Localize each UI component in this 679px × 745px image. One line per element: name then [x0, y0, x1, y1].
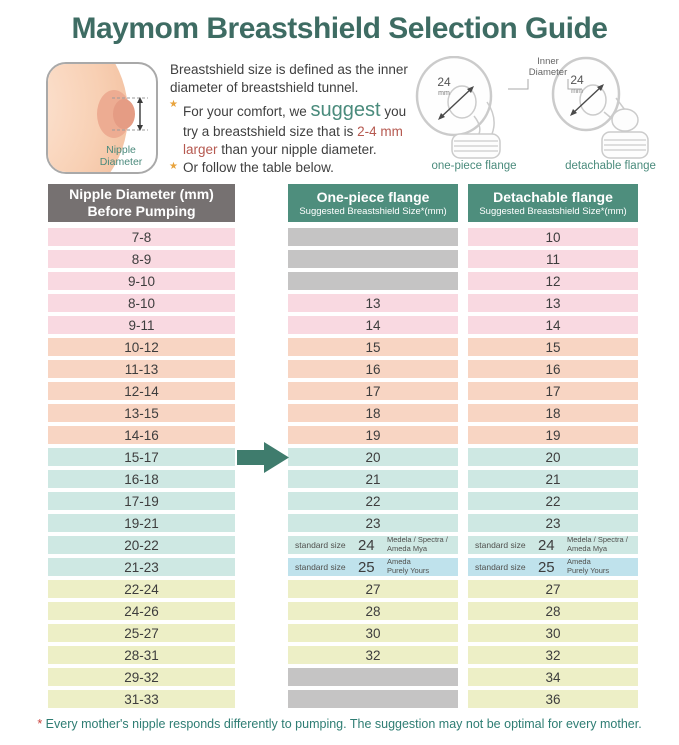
detachable-caption: detachable flange — [565, 160, 656, 172]
right-arrow-icon — [237, 441, 290, 474]
size-cell: 28 — [288, 602, 458, 620]
intro-bullet-1 — [170, 97, 416, 159]
nipple-diameter-label-1: Nipple — [106, 144, 136, 156]
size-cell: 13 — [288, 294, 458, 312]
standard-size-cell — [288, 536, 458, 554]
size-cell: 22 — [288, 492, 458, 510]
size-cell: 17 — [288, 382, 458, 400]
nipple-range-cell: 12-14 — [48, 382, 235, 400]
pump-brands-line1: Ameda — [387, 557, 411, 567]
pump-brands-note — [387, 558, 451, 575]
size-cell: 30 — [288, 624, 458, 642]
suggest-highlight: suggest — [310, 98, 381, 121]
size-cell: 14 — [288, 316, 458, 334]
size-cell: 15 — [468, 338, 638, 356]
footnote-asterisk: * — [37, 717, 43, 731]
nipple-range-cell: 28-31 — [48, 646, 235, 664]
size-range-accent: 2-4 mm larger — [183, 124, 403, 157]
standard-size-label: standard size — [475, 562, 526, 572]
nipple-range-cell: 20-22 — [48, 536, 235, 554]
size-cell: 22 — [468, 492, 638, 510]
flange-size-unit: mm — [571, 88, 583, 95]
breast-diagram-icon — [48, 64, 156, 172]
footnote — [0, 717, 679, 731]
size-cell: 28 — [468, 602, 638, 620]
nipple-range-cell: 14-16 — [48, 426, 235, 444]
standard-size-label: standard size — [295, 562, 346, 572]
size-cell: 21 — [468, 470, 638, 488]
size-cell: 17 — [468, 382, 638, 400]
nipple-range-cell: 16-18 — [48, 470, 235, 488]
nipple-range-cell: 31-33 — [48, 690, 235, 708]
nipple-range-cell: 13-15 — [48, 404, 235, 422]
inner-diameter-connectors — [508, 79, 588, 105]
pump-brands-line2: Purely Yours — [387, 566, 430, 575]
intro-bullet-2 — [170, 159, 416, 177]
size-cell: 23 — [288, 514, 458, 532]
nipple-range-cell: 8-10 — [48, 294, 235, 312]
header-detachable-title: Detachable flange — [493, 188, 613, 205]
size-value: 25 — [357, 558, 375, 576]
size-value: 25 — [537, 558, 555, 576]
size-cell: 20 — [288, 448, 458, 466]
header-detachable — [468, 184, 638, 222]
empty-cell — [288, 668, 458, 686]
pump-brands-line1: Ameda — [567, 557, 591, 567]
nipple-range-cell: 15-17 — [48, 448, 235, 466]
nipple-range-cell: 21-23 — [48, 558, 235, 576]
nipple-range-cell: 10-12 — [48, 338, 235, 356]
nipple-range-cell: 9-11 — [48, 316, 235, 334]
inner-diameter-label — [508, 56, 588, 105]
empty-cell — [288, 272, 458, 290]
size-cell: 11 — [468, 250, 638, 268]
nipple-range-cell: 24-26 — [48, 602, 235, 620]
standard-size-label: standard size — [475, 540, 526, 550]
size-cell: 27 — [468, 580, 638, 598]
nipple-range-cell: 22-24 — [48, 580, 235, 598]
pump-brands-line2: Ameda Mya — [387, 544, 428, 553]
header-nipple-line2: Before Pumping — [87, 203, 196, 219]
inner-label-line2: Diameter — [528, 67, 568, 79]
size-cell: 19 — [468, 426, 638, 444]
size-cell: 27 — [288, 580, 458, 598]
flange-size-value: 24 — [437, 75, 451, 89]
header-one-piece — [288, 184, 458, 222]
size-cell: 14 — [468, 316, 638, 334]
nipple-range-cell: 19-21 — [48, 514, 235, 532]
standard-size-cell — [468, 558, 638, 576]
one-piece-caption: one-piece flange — [431, 160, 517, 172]
bullet1-mid: you try a breastshield size that is — [183, 103, 407, 140]
star-bullet-icon: ★ — [169, 98, 178, 110]
size-cell: 23 — [468, 514, 638, 532]
flange-diagrams — [412, 56, 679, 178]
pump-brands-note — [567, 558, 631, 575]
size-cell: 19 — [288, 426, 458, 444]
column-one-piece — [288, 228, 458, 712]
nipple-range-cell: 11-13 — [48, 360, 235, 378]
pump-brands-line2: Purely Yours — [567, 566, 610, 575]
size-cell: 10 — [468, 228, 638, 246]
size-cell: 30 — [468, 624, 638, 642]
page-title: Maymom Breastshield Selection Guide — [71, 12, 608, 45]
pump-brands-note — [387, 536, 451, 553]
nipple-range-cell: 25-27 — [48, 624, 235, 642]
nipple-range-cell: 17-19 — [48, 492, 235, 510]
flange-size-unit: mm — [438, 90, 450, 97]
intro-text — [170, 61, 416, 176]
star-bullet-icon: ★ — [169, 160, 178, 172]
size-cell: 16 — [288, 360, 458, 378]
size-cell: 18 — [288, 404, 458, 422]
pump-brands-line1: Medela / Spectra / — [567, 535, 628, 545]
pump-brands-line1: Medela / Spectra / — [387, 535, 448, 545]
size-value: 24 — [537, 536, 555, 554]
column-nipple-diameter — [48, 228, 235, 712]
nipple-range-cell: 8-9 — [48, 250, 235, 268]
header-one-piece-subtitle: Suggested Breastshield Size*(mm) — [299, 206, 447, 218]
size-cell: 16 — [468, 360, 638, 378]
nipple-range-cell: 9-10 — [48, 272, 235, 290]
nipple-diameter-label-2: Diameter — [99, 156, 143, 168]
size-cell: 15 — [288, 338, 458, 356]
standard-size-label: standard size — [295, 540, 346, 550]
size-cell: 32 — [468, 646, 638, 664]
size-cell: 20 — [468, 448, 638, 466]
standard-size-cell — [468, 536, 638, 554]
size-cell: 32 — [288, 646, 458, 664]
size-cell: 13 — [468, 294, 638, 312]
intro-sentence: Breastshield size is defined as the inner diameter of breastshield tunnel. — [170, 62, 408, 95]
pump-brands-line2: Ameda Mya — [567, 544, 608, 553]
bullet2-text: Or follow the table below. — [183, 159, 334, 175]
empty-cell — [288, 228, 458, 246]
nipple-diameter-illustration — [46, 62, 158, 174]
size-cell: 18 — [468, 404, 638, 422]
size-cell: 34 — [468, 668, 638, 686]
empty-cell — [288, 690, 458, 708]
empty-cell — [288, 250, 458, 268]
size-cell: 36 — [468, 690, 638, 708]
bullet1-post: than your nipple diameter. — [217, 141, 377, 157]
standard-size-cell — [288, 558, 458, 576]
size-cell: 21 — [288, 470, 458, 488]
nipple-range-cell: 29-32 — [48, 668, 235, 686]
footnote-text: Every mother's nipple responds differently to pumping. The suggestion may not be optimal for every mother. — [42, 717, 642, 731]
header-nipple-line1: Nipple Diameter (mm) — [69, 185, 214, 202]
header-detachable-subtitle: Suggested Breastshield Size*(mm) — [479, 206, 627, 218]
pump-brands-note — [567, 536, 631, 553]
header-one-piece-title: One-piece flange — [316, 188, 430, 205]
size-cell: 12 — [468, 272, 638, 290]
inner-label-line1: Inner — [537, 56, 559, 67]
nipple-range-cell: 7-8 — [48, 228, 235, 246]
bullet1-pre: For your comfort, we — [183, 103, 311, 119]
flange-size-value: 24 — [570, 73, 584, 87]
header-nipple-diameter — [48, 184, 235, 222]
column-detachable — [468, 228, 638, 712]
size-value: 24 — [357, 536, 375, 554]
